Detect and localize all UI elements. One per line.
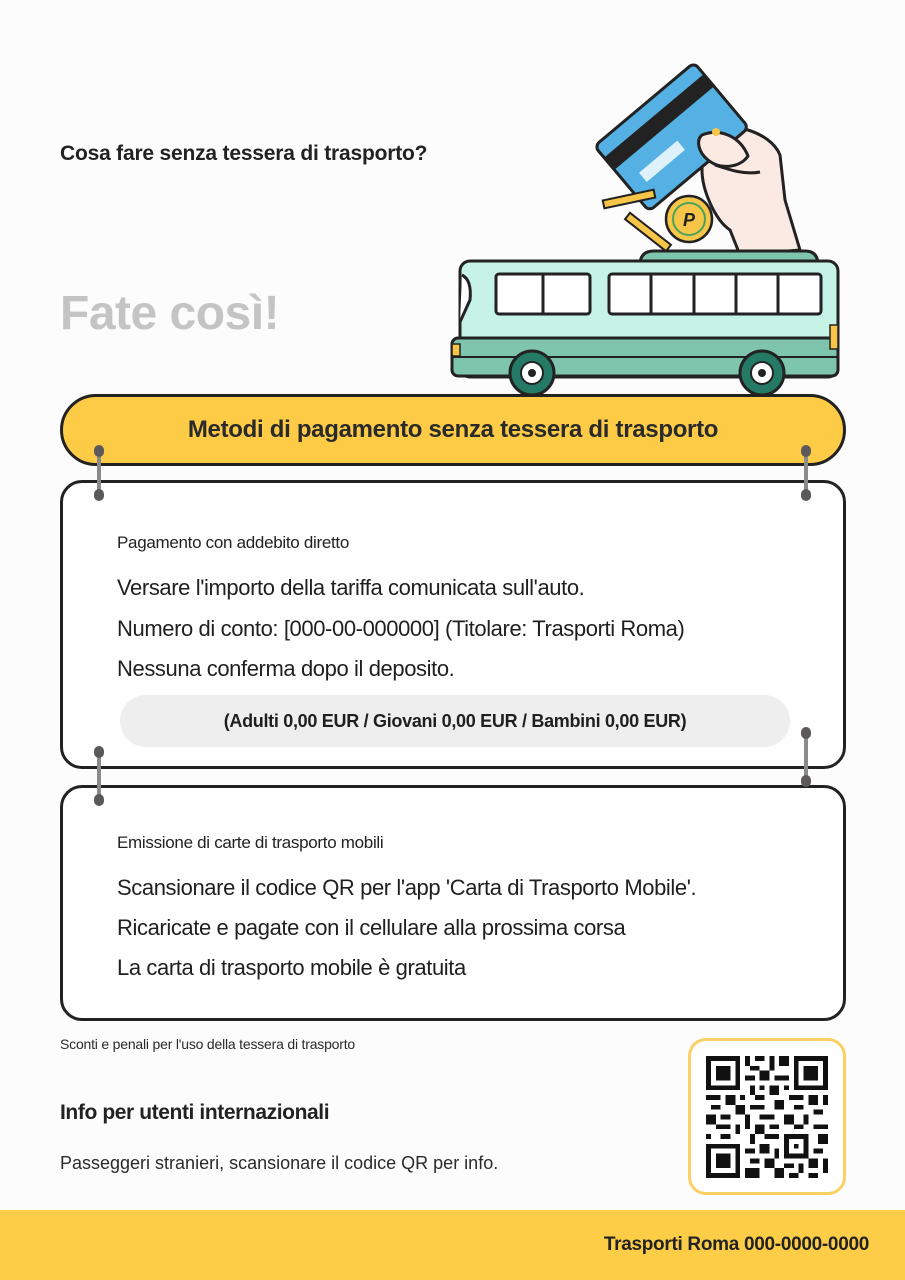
- bus-payment-illustration: [440, 60, 860, 400]
- footer-bar: [0, 1210, 905, 1280]
- qr-code-box[interactable]: [688, 1038, 846, 1195]
- section-subtitle: Emissione di carte di trasporto mobili: [117, 833, 384, 852]
- discounts-note: Sconti e penali per l'uso della tessera di trasporto: [60, 1036, 356, 1052]
- section-line: Numero di conto: [000-00-000000] (Titolare: Trasporti Roma): [117, 616, 685, 641]
- section-subtitle: Pagamento con addebito diretto: [117, 533, 350, 552]
- payment-methods-banner: [60, 394, 846, 466]
- section-line: Scansionare il codice QR per l'app 'Carta di Trasporto Mobile'.: [117, 875, 697, 900]
- svg-text:P: P: [682, 210, 696, 230]
- page-title: Fate così!: [60, 287, 280, 340]
- banner-label: Metodi di pagamento senza tessera di trasporto: [187, 416, 719, 443]
- binder-ring-icon: [804, 448, 808, 498]
- price-pill: [120, 695, 790, 747]
- section-line: La carta di trasporto mobile è gratuita: [117, 955, 466, 980]
- binder-ring-icon: [804, 730, 808, 784]
- binder-ring-icon: [97, 749, 101, 803]
- footer-contact: Trasporti Roma 000-0000-0000: [603, 1234, 869, 1255]
- bus-icon: [452, 251, 838, 395]
- mobile-card-section: [60, 785, 846, 1021]
- price-text: (Adulti 0,00 EUR / Giovani 0,00 EUR / Bambini 0,00 EUR): [223, 710, 687, 731]
- qr-code-icon: [706, 1056, 828, 1178]
- direct-debit-card: [60, 480, 846, 769]
- binder-ring-icon: [97, 448, 101, 498]
- header-question: Cosa fare senza tessera di trasporto?: [60, 142, 428, 165]
- section-line: Nessuna conferma dopo il deposito.: [117, 656, 455, 681]
- international-text: Passeggeri stranieri, scansionare il codice QR per info.: [60, 1153, 499, 1173]
- section-line: Versare l'importo della tariffa comunicata sull'auto.: [117, 575, 585, 600]
- section-line: Ricaricate e pagate con il cellulare alla prossima corsa: [117, 915, 626, 940]
- international-title: Info per utenti internazionali: [60, 1101, 330, 1124]
